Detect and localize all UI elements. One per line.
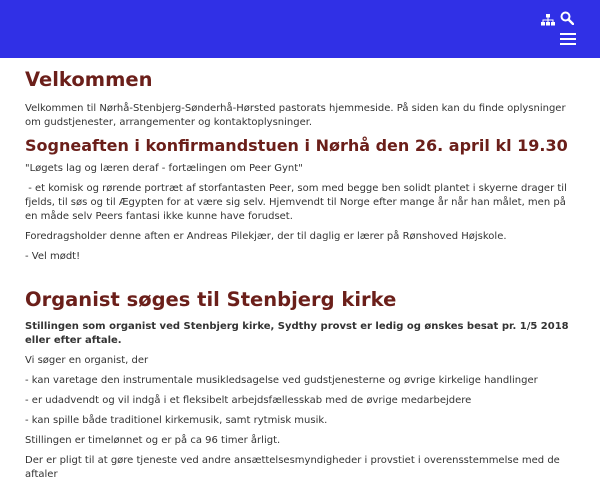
job-duty: Der er pligt til at gøre tjeneste ved andre ansættelsesmyndigheder i provstiet i overensstemmelse med de aftaler xyxy=(25,454,576,482)
welcome-heading: Velkommen xyxy=(25,68,576,92)
job-heading: Organist søges til Stenbjerg kirke xyxy=(25,288,576,312)
job-seeking: Vi søger en organist, der xyxy=(25,354,576,368)
event-closing: - Vel mødt! xyxy=(25,250,576,264)
job-hours: Stillingen er timelønnet og er på ca 96 timer årligt. xyxy=(25,434,576,448)
job-requirement-1: - kan varetage den instrumentale musikledsagelse ved gudstjenesterne og øvrige kirkelige handlinger xyxy=(25,374,576,388)
top-navigation-bar xyxy=(0,0,600,58)
search-icon[interactable] xyxy=(560,10,574,24)
event-speaker: Foredragsholder denne aften er Andreas Pilekjær, der til daglig er lærer på Rønshoved Højskole. xyxy=(25,230,576,244)
hamburger-menu-icon[interactable] xyxy=(560,33,576,45)
event-quote: "Løgets lag og læren deraf - fortælingen om Peer Gynt" xyxy=(25,162,576,176)
welcome-intro: Velkommen til Nørhå-Stenbjerg-Sønderhå-Hørsted pastorats hjemmeside. På siden kan du finde oplysninger om gudstjenester, arrangementer og kontaktoplysninger. xyxy=(25,102,576,130)
event-heading: Sogneaften i konfirmandstuen i Nørhå den 26. april kl 19.30 xyxy=(25,136,576,156)
job-lead: Stillingen som organist ved Stenbjerg kirke, Sydthy provst er ledig og ønskes besat pr. 1/5 2018 eller efter aftale. xyxy=(25,320,576,348)
sitemap-icon[interactable] xyxy=(541,11,555,23)
job-requirement-3: - kan spille både traditionel kirkemusik, samt rytmisk musik. xyxy=(25,414,576,428)
main-content xyxy=(0,58,600,450)
job-requirement-2: - er udadvendt og vil indgå i et fleksibelt arbejdsfællesskab med de øvrige medarbejdere xyxy=(25,394,576,408)
event-description: - et komisk og rørende portræt af storfantasten Peer, som med begge ben solidt plantet i skyerne drager til fjelds, til søs og til Ægypten for at være sig selv. Hjemvendt til Norge efter mange år når han målet, men på en måde selv Peers fantasi ikke kunne have forudset. xyxy=(25,182,576,224)
